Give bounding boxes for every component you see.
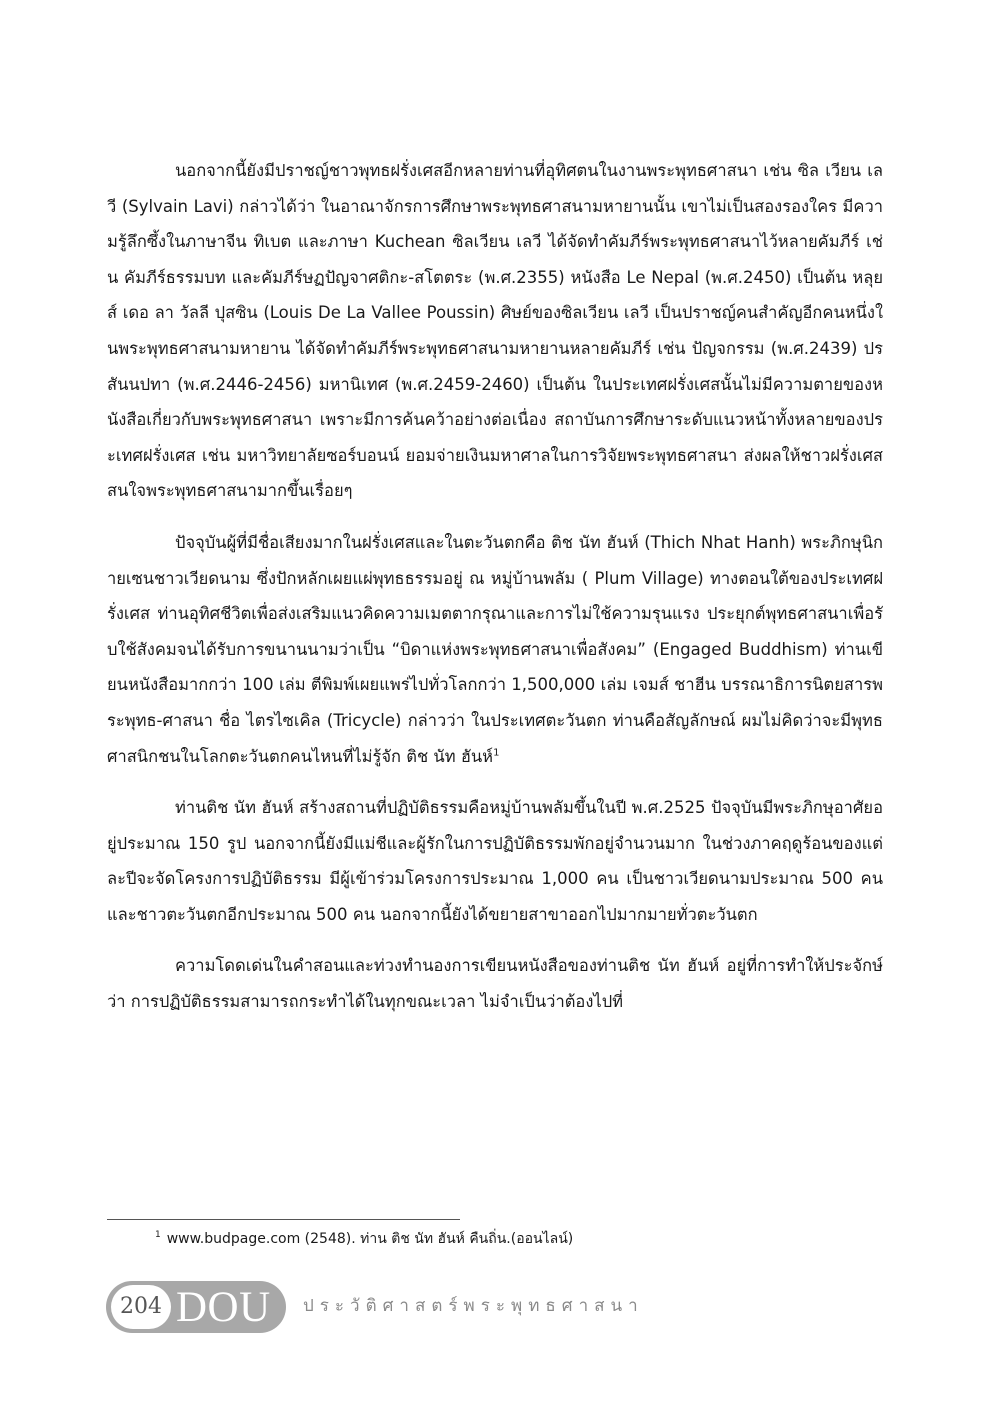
page-footer [106, 1281, 666, 1333]
footnote-reference[interactable]: 1 [493, 747, 500, 758]
paragraph-text: นอกจากนี้ยังมีปราชญ์ชาวพุทธฝรั่งเศสอีกหลายท่านที่อุทิศตนในงานพระพุทธศาสนา เช่น ซิล เวียน เลวี (Sylvain Lavi) กล่าวได้ว่า ในอาณาจักรการศึกษาพระพุทธศาสนามหายานนั้น เขาไม่เป็นสองรองใคร มีความรู้ลึกซึ้งในภาษาจีน ทิเบต และภาษา Kuchean ซิลเวียน เลวี ได้จัดทำคัมภีร์พระพุทธศาสนาไว้หลายคัมภีร์ เช่น คัมภีร์ธรรมบท และคัมภีร์ษฏปัญจาศติกะ-สโตตระ (พ.ศ.2355) หนังสือ Le Nepal (พ.ศ.2450) เป็นต้น หลุยส์ เดอ ลา วัลลี ปุสซิน (Louis De La Vallee Poussin) ศิษย์ของซิลเวียน เลวี เป็นปราชญ์คนสำคัญอีกคนหนึ่งในพระพุทธศาสนามหายาน ได้จัดทำคัมภีร์พระพุทธศาสนามหายานหลายคัมภีร์ เช่น ปัญจกรรม (พ.ศ.2439) ปรสันนปทา (พ.ศ.2446-2456) มหานิเทศ (พ.ศ.2459-2460) เป็นต้น ในประเทศฝรั่งเศสนั้นไม่มีความตายของหนังสือเกี่ยวกับพระพุทธศาสนา เพราะมีการค้นคว้าอย่างต่อเนื่อง สถาบันการศึกษาระดับแนวหน้าทั้งหลายของประเทศฝรั่งเศส เช่น มหาวิทยาลัยซอร์บอนน์ ยอมจ่ายเงินมหาศาลในการวิจัยพระพุทธศาสนา ส่งผลให้ชาวฝรั่งเศสสนใจพระพุทธศาสนามากขึ้นเรื่อยๆ [107, 161, 883, 501]
paragraph-french-scholars [107, 153, 883, 509]
page-body [107, 153, 883, 1036]
footnote [155, 1227, 855, 1251]
paragraph-teachings [107, 948, 883, 1019]
paragraph-text: ความโดดเด่นในคำสอนและท่วงทำนองการเขียนหนังสือของท่านติช นัท ฮันห์ อยู่ที่การทำให้ประจักษ์ว่า การปฏิบัติธรรมสามารถกระทำได้ในทุกขณะเวลา ไม่จำเป็นว่าต้องไปที่ [107, 956, 883, 1012]
footnote-text: www.budpage.com (2548). ท่าน ติช นัท ฮันห์ คืนถิ่น.(ออนไลน์) [166, 1231, 574, 1247]
paragraph-text: ปัจจุบันผู้ที่มีชื่อเสียงมากในฝรั่งเศสและในตะวันตกคือ ติช นัท ฮันห์ (Thich Nhat Hanh) พระภิกษุนิกายเซนชาวเวียดนาม ซึ่งปักหลักเผยแผ่พุทธธรรมอยู่ ณ หมู่บ้านพลัม ( Plum Village) ทางตอนใต้ของประเทศฝรั่งเศส ท่านอุทิศชีวิตเพื่อส่งเสริมแนวคิดความเมตตากรุณาและการไม่ใช้ความรุนแรง ประยุกต์พุทธศาสนาเพื่อรับใช้สังคมจนได้รับการขนานนามว่าเป็น “บิดาแห่งพระพุทธศาสนาเพื่อสังคม” (Engaged Buddhism) ท่านเขียนหนังสือมากกว่า 100 เล่ม ตีพิมพ์เผยแพร่ไปทั่วโลกกว่า 1,500,000 เล่ม เจมส์ ชาฮีน บรรณาธิการนิตยสารพระพุทธ-ศาสนา ชื่อ ไตรไซเคิล (Tricycle) กล่าวว่า ในประเทศตะวันตก ท่านคือสัญลักษณ์ ผมไม่คิดว่าจะมีพุทธศาสนิกชนในโลกตะวันตกคนไหนที่ไม่รู้จัก ติช นัท ฮันห์ [107, 532, 883, 766]
paragraph-thich-nhat-hanh [107, 525, 883, 774]
book-title: ประวัติศาสตร์พระพุทธศาสนา [303, 1296, 644, 1316]
paragraph-plum-village [107, 790, 883, 932]
footer-badge [106, 1281, 286, 1333]
footnote-mark: 1 [155, 1230, 161, 1241]
page-number: 204 [111, 1285, 171, 1329]
dou-logo: DOU [176, 1284, 271, 1331]
paragraph-text: ท่านติช นัท ฮันห์ สร้างสถานที่ปฏิบัติธรรมคือหมู่บ้านพลัมขึ้นในปี พ.ศ.2525 ปัจจุบันมีพระภิกษุอาศัยอยู่ประมาณ 150 รูป นอกจากนี้ยังมีแม่ชีและผู้รักในการปฏิบัติธรรมพักอยู่จำนวนมาก ในช่วงภาคฤดูร้อนของแต่ละปีจะจัดโครงการปฏิบัติธรรม มีผู้เข้าร่วมโครงการประมาณ 1,000 คน เป็นชาวเวียดนามประมาณ 500 คน และชาวตะวันตกอีกประมาณ 500 คน นอกจากนี้ยังได้ขยายสาขาออกไปมากมายทั่วตะวันตก [107, 798, 883, 924]
footnote-divider [107, 1219, 460, 1220]
